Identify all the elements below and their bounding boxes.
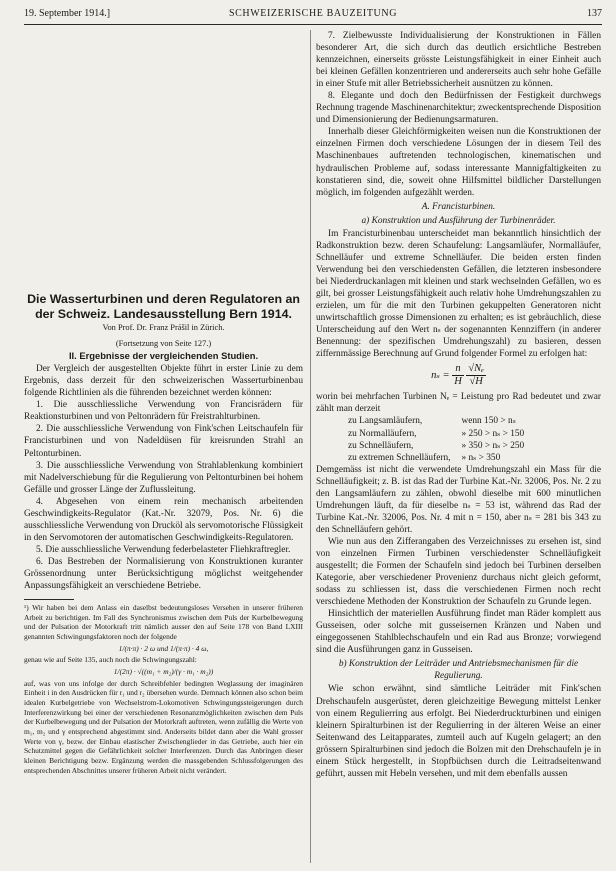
class-label: zu Schnelläufern, (348, 440, 414, 451)
formula-fraction-1 (452, 363, 464, 388)
subsection-a-heading: a) Konstruktion und Ausführung der Turbinenräder. (361, 215, 556, 226)
guideline-item-6: 6. Das Bestreben der Normalisierung von Konstruktionen kuranter Grössenordnung unter Berücksichtigung möglichst weitgehender Anpassungsfähigkeit an verschiedene Betriebe. (24, 556, 303, 592)
guideline-item-7: 7. Zielbewusste Individualisierung der Konstruktionen in Fällen besonderer Art, die sich durch das deutlich ersichtliche Bestreben kennzeichnen, einerseits grösste Leistungsfähigkeit in einer Einheit auch bei kleinen Gefällen konzentrieren und andererseits auch sehr hohe Gefälle in einer Stufe mit aller Betriebssicherheit ausnützen zu können. (316, 31, 601, 90)
formula-num-1: n (452, 363, 464, 376)
footnote (24, 603, 303, 775)
footnote-text-1: ¹) Wir haben bei dem Anlass ein daselbst bedeutungsloses Versehen in unserer früheren Arbeit zu berichtigen. Im Fall des Synchronismus zwischen dem Puls der Kurbelbewegung und der Pulsation der Motorkraft tritt nämlich ausser den auf Seite 178 von Band LXIII genannten Schwingungsfaktoren noch der folgende (24, 603, 303, 642)
specific-speed-formula (316, 363, 601, 388)
class-condition: » 250 > nₛ > 150 (461, 428, 525, 439)
guideline-item-3: 3. Die ausschliessliche Verwendung von Strahlablenkung kombiniert mit Nadelverschiebung für die Regulierung von Peltonturbinen bei hohem Gefälle und grosser Länge der Zuflussleitung. (24, 460, 303, 495)
column-rule (310, 30, 311, 863)
class-label: zu Langsamläufern, (348, 416, 423, 427)
formula-den-1: H (454, 376, 462, 388)
formula-fraction-2 (466, 363, 486, 388)
article-author: Von Prof. Dr. Franz Prášil in Zürich. (102, 323, 225, 333)
guideline-item-2: 2. Die ausschliessliche Verwendung von Fink'schen Leitschaufeln für Francisturbinen und von Nadeldüsen für kreisrunden Strahl an Peltonturbinen. (24, 424, 303, 459)
table-row (348, 428, 529, 440)
paragraph-uniformity: Innerhalb dieser Gleichförmigkeiten weisen nun die Konstruktionen der einzelnen Firmen doch verschiedene Lösungen der in diesem Teil des Maschinenbaues auftretenden technologischen, kinematischen und hydraulischen Probleme auf, sodass interessante Mannigfaltigkeiten zu konstatieren sind, die, soweit ohne Hilfsmittel bildlicher Darstellungen möglich, im folgenden aufgezählt werden. (316, 127, 601, 198)
formula-num-2: √Nₑ (466, 363, 486, 376)
footnote-rule (24, 599, 74, 600)
article-title: Die Wasserturbinen und deren Regulatoren an der Schweiz. Landesausstellung Bern 1914. (27, 292, 300, 321)
footnote-formula-b: 1/(2π) ∙ √((m₁ + m₂)/(γ ∙ m₁ ∙ m₂)) (113, 667, 214, 677)
page-number: 137 (587, 8, 602, 19)
table-row (348, 415, 529, 427)
issue-date: 19. September 1914.] (24, 8, 111, 19)
footnote-formula-a: 1/(π∙π) ∙ 2 ω und 1/(π∙π) ∙ 4 ω, (118, 643, 209, 653)
class-label: zu extremen Schnelläufern, (348, 452, 451, 463)
section-a-heading: A. Francisturbinen. (421, 201, 496, 212)
paragraph-francis: Im Francisturbinenbau unterscheidet man bekanntlich hinsichtlich der Radkonstruktion bezw. deren Schaufelung: Langsamläufer, Normalläufer, Schnelläufer und extreme Schnelläufer. Die beiden ersten finden Verwendung bei den verschiedensten Gefällen, die letzteren insbesondere bei Niederdruckanlagen mit kleinen und stark wechselnden Gefällen, wo es gilt, bei grosser Leistungsfähigkeit auch relativ hohe Umdrehungszahlen zu erzielen, um für die mit den Turbinen gekuppelten Generatoren nicht unwirtschaftlich grosse Dimensionen zu erhalten; es ist gebräuchlich, diese Unterscheidung auf den Wert nₛ der sogenannten Kennziffern (in anderer Benennung: der spezifischen Umdrehungszahl) zu basieren, dessen ziffernmässige Berechnung auf Grund folgender Formel zu erfolgen hat: (316, 228, 601, 360)
guideline-item-5: 5. Die ausschliessliche Verwendung federbelasteter Fliehkraftregler. (36, 544, 291, 555)
page-header (24, 6, 602, 25)
paragraph-demgemaess: Demgemäss ist nicht die verwendete Umdrehungszahl ein Mass für die Schnelläufigkeit; z. B. ist das Rad der Turbine Kat.-Nr. 32006, Pos. Nr. 2 zu den Langsamläufern zu zählen, obwohl dieselbe mit 600 minutlichen Umdrehungen läuft, da für dieselbe nₛ = 53 ist, während das Rad der Turbine Kat.-Nr. 32006, Pos. Nr. 4 mit n = 150, aber nₛ = 281 bis 343 zu den Schnelläufern gehört. (316, 464, 601, 535)
footnote-text-1b: genau wie auf Seite 135, auch noch die Schwingungszahl: (24, 655, 197, 665)
paragraph-material: Hinsichtlich der materiellen Ausführung findet man Räder komplett aus Gusseisen, oder solche mit gusseisernen Kränzen und Naben und eingegossenen Stahlblechschaufeln und ein Rad aus Bronze; vorwiegend sind die Ausführungen ganz in Gusseisen. (316, 609, 601, 656)
left-column (24, 30, 303, 775)
subsection-b-heading: b) Konstruktion der Leiträder und Antriebsmechanismen für die Regulierung. (338, 659, 579, 682)
journal-title: SCHWEIZERISCHE BAUZEITUNG (228, 8, 398, 19)
class-condition: » nₛ > 350 (461, 452, 501, 463)
guideline-item-1: 1. Die ausschliessliche Verwendung von Francisrädern für Reaktionsturbinen und von Peltonrädern für Freistrahlturbinen. (24, 400, 303, 423)
class-label: zu Normalläufern, (348, 428, 417, 439)
class-condition: » 350 > nₛ > 250 (461, 440, 525, 451)
table-row (348, 440, 529, 452)
formula-lhs: nₛ = (431, 370, 450, 382)
formula-den-2: √H (469, 376, 483, 388)
table-row (348, 452, 529, 464)
intro-paragraph: Der Vergleich der ausgestellten Objekte führt in erster Linie zu dem Ergebnis, dass derzeit für den schweizerischen Wasserturbinenbau folgende Richtlinien als die führenden bezeichnet werden können: (24, 364, 303, 399)
guideline-item-4: 4. Abgesehen von einem rein mechanisch arbeitenden Geschwindigkeits-Regulator (Kat.-Nr. 32079, Pos. Nr. 6) die ausschliessliche Verwendung von Drucköl als servomotorische Flüssigkeit in den Servomotoren der automatischen Geschwindigkeits-Regulatoren. (24, 496, 303, 543)
guideline-item-8: 8. Elegante und doch den Bedürfnissen der Festigkeit durchwegs Rechnung tragende Maschinenarchitektur; zweckentsprechende Disposition und Dimensionierung der Bedienungsarmaturen. (316, 91, 601, 126)
speed-class-table (348, 415, 529, 463)
class-condition: wenn 150 > nₛ (461, 416, 516, 427)
paragraph-guide-wheels: Wie schon erwähnt, sind sämtliche Leiträder mit Fink'schen Drehschaufeln ausgerüstet, deren gleichzeitige Bewegung mittelst Lenker von einem Regulierring aus erfolgt. Bei Niederdruckturbinen und einigen kleinern Spiralturbinen ist der Regulierring in der älteren Weise an einer Seitenwand des Leitapparates, zumteil auch auf Kugeln gelagert; an den grössern Spiralturbinen sind jedoch die Bolzen mit den Drehschaufeln je in einem Stück hergestellt, in Stopfbüchsen durch die Leitradseitenwand geführt, aussen mit Hebeln versehen, und mit dem ebenfalls aussen (316, 684, 601, 779)
right-column (316, 30, 601, 780)
paragraph-blade-forms: Wie nun aus den Zifferangaben des Verzeichnisses zu ersehen ist, sind von einzelnen Firmen Turbinen verschiedenster Schnelläufigkeit ausgestellt; die Formen der Schaufeln sind jedoch bei Turbinen derselben Kategorie, aber verschiedener Provenienz durchaus nicht gleich geformt, sodass zu schliessen ist, dass die verschiedenen Firmen noch recht verschiedene Methoden der Konstruktion der Schaufeln zu Grunde legen. (316, 536, 601, 608)
footnote-text-2: auf, was von uns infolge der durch Schreibfehler bedingten Weglassung der imaginären Einheit i in den Ausdrücken für r₁ und r₂ übersehen wurde. Demnach können also schon beim idealen Kurbelgetriebe von Wechselstrom-Lokomotiven Schwingungssteigerungen durch Interferenzwirkung bei einer der verschiedenen Resonanzmöglichkeiten zwischen dem Puls der Kurbelbewegung und der Pulsation der Motorkraft auftreten, wenn zufällig die Werte von m₁, m₂ und γ entsprechend abgestimmt sind. Anderseits bildet dann aber die Wahl grosser Werte von γ, bezw. der Einbau elastischer Zwischenglieder in das Getriebe, auch hier ein Schutzmittel gegen die Gefährlichkeit solcher Interferenzen. Durch das Anbringen dieser kleinen Berichtigung bezw. Ergänzung werden die massgebenden Schlussfolgerungen des entsprechenden Abschnittes unserer früheren Arbeit nicht verändert. (24, 678, 303, 775)
continuation-note: (Fortsetzung von Seite 127.) (115, 339, 212, 349)
paragraph-formula-explanation: worin bei mehrfachen Turbinen Nₑ = Leistung pro Rad bedeutet und zwar zählt man derzeit (316, 392, 601, 415)
section-heading: II. Ergebnisse der vergleichenden Studien. (68, 350, 259, 362)
